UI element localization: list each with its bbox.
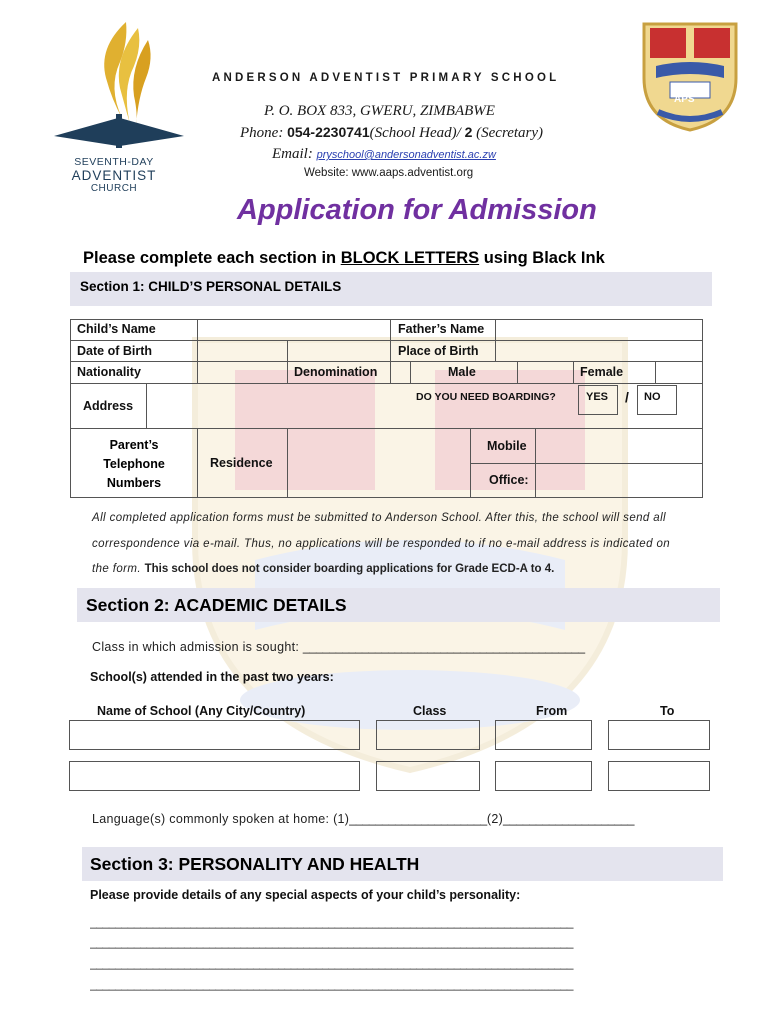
parents-phone-line-1: Parent’s <box>109 438 159 452</box>
parents-phone-line-2: Telephone <box>103 457 165 471</box>
place-of-birth-field[interactable] <box>496 341 702 361</box>
section2-title: Section 2: ACADEMIC DETAILS <box>86 595 347 615</box>
email-label: Email: <box>272 146 317 162</box>
school-name-input-1[interactable] <box>69 720 360 750</box>
nationality-field[interactable] <box>198 362 287 383</box>
page-title: Application for Admission <box>237 194 597 226</box>
childs-name-label: Child’s Name <box>77 322 156 336</box>
instruction-after: using Black Ink <box>479 249 605 267</box>
col-to-header: To <box>660 704 675 718</box>
note-line-3 <box>92 563 554 575</box>
personality-line-3[interactable]: _____________________________________________________________________________ <box>90 956 574 970</box>
personality-line-4[interactable]: _____________________________________________________________________________ <box>90 977 574 991</box>
col-class-header: Class <box>413 704 447 718</box>
boarding-slash: / <box>625 389 629 405</box>
address-field[interactable] <box>147 384 410 428</box>
instruction <box>83 249 605 268</box>
female-label: Female <box>580 365 624 379</box>
email-line <box>272 146 496 163</box>
parents-phone-label <box>71 436 197 493</box>
from-input-2[interactable] <box>495 761 592 791</box>
website: Website: www.aaps.adventist.org <box>304 167 474 179</box>
logo-line-1: SEVENTH-DAY <box>74 156 154 168</box>
col-from-header: From <box>536 704 568 718</box>
adventist-logo-icon <box>48 18 190 150</box>
po-box: P. O. BOX 833, GWERU, ZIMBABWE <box>264 103 495 119</box>
nationality-label: Nationality <box>77 365 141 379</box>
language-2-field[interactable]: ____________________ <box>503 812 635 826</box>
instruction-before: Please complete each section in <box>83 249 341 267</box>
school-name: ANDERSON ADVENTIST PRIMARY SCHOOL <box>212 72 560 84</box>
residence-field[interactable] <box>288 429 470 498</box>
male-label: Male <box>448 365 476 379</box>
phone-label: Phone: <box>240 125 288 141</box>
date-of-birth-field[interactable] <box>198 341 287 361</box>
note-line-2: correspondence via e-mail. Thus, no applications will be responded to if no e-mail address is indicated on <box>92 538 671 550</box>
boarding-question: DO YOU NEED BOARDING? <box>416 391 556 403</box>
school-crest-icon <box>640 16 740 134</box>
from-input-1[interactable] <box>495 720 592 750</box>
denomination-label: Denomination <box>294 365 378 379</box>
note-line-3-italic: the form. <box>92 563 145 575</box>
office-label: Office: <box>489 473 529 487</box>
fathers-name-field[interactable] <box>496 320 702 340</box>
personality-line-2[interactable]: _____________________________________________________________________________ <box>90 935 574 949</box>
phone-number: 054-2230741 <box>287 124 370 140</box>
class-sought-label: Class in which admission is sought: <box>92 640 303 654</box>
class-sought-line <box>92 640 585 654</box>
phone-head: (School Head)/ <box>369 125 465 141</box>
office-field[interactable] <box>536 464 702 498</box>
crest-text: APS <box>674 94 695 105</box>
languages-line <box>92 812 634 826</box>
personality-line-1[interactable]: _____________________________________________________________________________ <box>90 915 574 929</box>
section3-title: Section 3: PERSONALITY AND HEALTH <box>90 854 420 874</box>
class-input-1[interactable] <box>376 720 480 750</box>
female-checkbox[interactable] <box>656 362 702 383</box>
language-1-field[interactable]: _____________________ <box>349 812 487 826</box>
col-school-header: Name of School (Any City/Country) <box>97 704 306 718</box>
date-of-birth-label: Date of Birth <box>77 344 152 358</box>
to-input-1[interactable] <box>608 720 710 750</box>
logo-line-3: CHURCH <box>90 183 138 194</box>
place-of-birth-label: Place of Birth <box>398 344 479 358</box>
mobile-field[interactable] <box>536 429 702 463</box>
mobile-label: Mobile <box>487 439 527 453</box>
phone-secretary: (Secretary) <box>472 125 544 141</box>
to-input-2[interactable] <box>608 761 710 791</box>
childs-name-field[interactable] <box>198 320 390 340</box>
boarding-no-label: NO <box>644 391 661 403</box>
note-line-3-bold: This school does not consider boarding applications for Grade ECD-A to 4. <box>144 563 555 575</box>
parents-phone-line-3: Numbers <box>106 476 162 490</box>
schools-attended-label: School(s) attended in the past two years: <box>90 670 334 684</box>
class-sought-field[interactable]: ___________________________________________ <box>302 640 585 654</box>
class-input-2[interactable] <box>376 761 480 791</box>
residence-label: Residence <box>210 456 273 470</box>
boarding-yes-label: YES <box>586 391 609 403</box>
phone-two: 2 <box>464 124 473 140</box>
school-name-input-2[interactable] <box>69 761 360 791</box>
languages-mid: (2) <box>486 812 504 826</box>
fathers-name-label: Father’s Name <box>398 322 485 336</box>
male-checkbox[interactable] <box>518 362 573 383</box>
address-label: Address <box>83 399 134 413</box>
note-line-1: All completed application forms must be submitted to Anderson School. After this, the school will send all <box>92 512 667 524</box>
personality-prompt: Please provide details of any special aspects of your child’s personality: <box>90 888 521 902</box>
instruction-underlined: BLOCK LETTERS <box>340 249 480 267</box>
logo-line-2: ADVENTIST <box>71 168 157 183</box>
email-link[interactable]: pryschool@andersonadventist.ac.zw <box>316 149 496 161</box>
languages-label: Language(s) commonly spoken at home: (1) <box>92 812 350 826</box>
phone-line <box>240 124 543 142</box>
denomination-field[interactable] <box>391 362 410 383</box>
section1-title: Section 1: CHILD’S PERSONAL DETAILS <box>80 279 342 294</box>
